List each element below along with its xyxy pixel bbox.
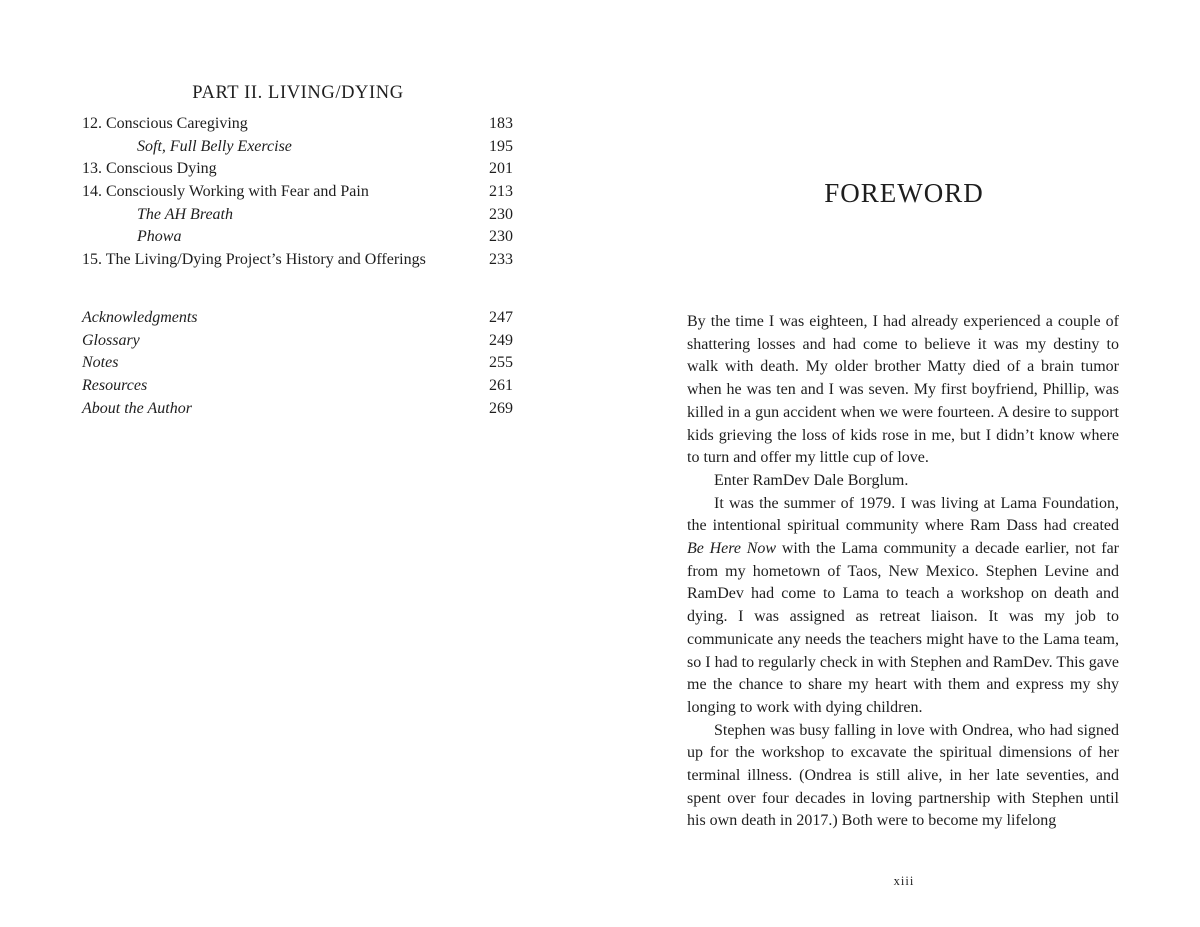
book-title: Be Here Now — [687, 540, 777, 558]
toc-entry — [82, 398, 513, 421]
toc-entry-title: Resources — [82, 377, 148, 395]
toc-entry-title: 15. The Living/Dying Project’s History and Offerings — [82, 251, 426, 269]
toc-entry — [82, 352, 513, 375]
toc-entry-page: 183 — [489, 115, 513, 132]
foreword-body — [687, 311, 1119, 833]
toc-entry-title: 13. Conscious Dying — [82, 160, 217, 178]
toc-entry-page: 261 — [489, 377, 513, 395]
part-heading: PART II. LIVING/DYING — [192, 83, 404, 103]
toc-subentry — [82, 204, 513, 227]
toc-entry-title: 14. Consciously Working with Fear and Pain — [82, 183, 369, 201]
paragraph-text: with the Lama community a decade earlier, not far from my hometown of Taos, New Mexico. Stephen Levine and RamDev had come to Lama to teach a workshop on death and dying. I was assigned as retreat liaison. It was my job to communicate any needs the teachers might have to the Lama team, so I had to regularly check in with Stephen and RamDev. This gave me the chance to share my heart with them and express my shy longing to work with dying children. — [687, 540, 1120, 716]
paragraph — [687, 493, 1119, 720]
paragraph: Enter RamDev Dale Borglum. — [714, 471, 909, 489]
toc-entry-page: 195 — [489, 137, 513, 155]
toc-entry — [82, 330, 513, 353]
chapter-heading: FOREWORD — [824, 178, 984, 209]
toc-entry-page: 255 — [489, 354, 513, 372]
page-number: xiii — [893, 874, 915, 888]
paragraph: Stephen was busy falling in love with Ondrea, who had signed up for the workshop to excavate the spiritual dimensions of her terminal illness. (Ondrea is still alive, in her late seventies, and spent over four decades in loving partnership with Stephen until his own death in 2017.) Both were to become my lifelong — [687, 721, 1119, 830]
toc-backmatter-list — [82, 307, 513, 420]
toc-entry — [82, 307, 513, 330]
toc-entry — [82, 181, 513, 204]
toc-part2-list — [82, 113, 513, 272]
toc-entry-title: Glossary — [82, 331, 140, 349]
toc-subentry — [82, 136, 513, 159]
right-page — [600, 0, 1200, 927]
toc-entry — [82, 375, 513, 398]
toc-entry-page: 230 — [489, 205, 513, 223]
toc-entry-title: 12. Conscious Caregiving — [82, 115, 248, 132]
toc-entry-title: The AH Breath — [137, 205, 233, 223]
toc-entry-page: 269 — [489, 399, 513, 417]
toc-entry-title: About the Author — [82, 399, 192, 417]
toc-entry-page: 213 — [489, 183, 513, 201]
toc-entry-page: 249 — [489, 331, 513, 349]
toc-subentry — [82, 226, 513, 249]
toc-entry-title: Notes — [82, 354, 119, 372]
toc-entry — [82, 113, 513, 136]
toc-entry-title: Soft, Full Belly Exercise — [137, 137, 292, 155]
paragraph: By the time I was eighteen, I had already experienced a couple of shattering losses and had come to believe it was my destiny to walk with death. My older brother Matty died of a brain tumor when he was ten and I was seven. My first boyfriend, Phillip, was killed in a gun accident when we were fourteen. A desire to support kids grieving the loss of kids rose in me, but I didn’t know where to turn and offer my little cup of love. — [687, 313, 1119, 467]
toc-entry-page: 230 — [489, 228, 513, 246]
toc-entry-title: Acknowledgments — [82, 309, 198, 326]
toc-entry-title: Phowa — [137, 228, 182, 246]
toc-entry-page: 201 — [489, 160, 513, 178]
paragraph-text: It was the summer of 1979. I was living at Lama Foundation, the intentional spiritual community where Ram Dass had created — [687, 494, 1119, 535]
toc-entry-page: 233 — [489, 251, 513, 269]
toc-entry-page: 247 — [489, 309, 513, 326]
toc-entry — [82, 249, 513, 272]
toc-entry — [82, 158, 513, 181]
